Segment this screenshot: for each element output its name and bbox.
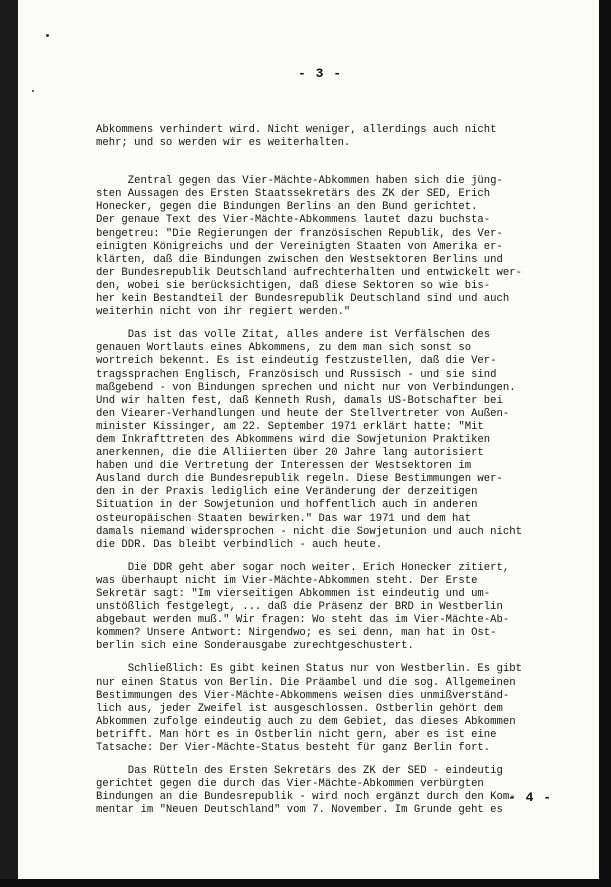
scan-border-right xyxy=(599,0,611,887)
paragraph xyxy=(96,562,586,654)
text-line: nur einen Status von Berlin. Die Präambel und die sog. Allgemeinen xyxy=(96,676,516,689)
text-line: den Viearer-Verhandlungen und heute der Stellvertreter von Außen- xyxy=(96,407,510,420)
text-line: her kein Bestandteil der Bundesrepublik Deutschland sind und auch xyxy=(96,293,510,306)
text-line: Zentral gegen das Vier-Mächte-Abkommen haben sich die jüng- xyxy=(96,175,503,188)
text-line: lich aus, jeder Zweifel ist ausgeschlossen. Ostberlin gehört dem xyxy=(96,702,503,715)
text-line: dem Inkrafttreten des Abkommens wird die Sowjetunion Praktiken xyxy=(96,433,491,446)
text-line: mentar im "Neuen Deutschland" vom 7. November. Im Grunde geht es xyxy=(96,804,503,817)
text-line: Abkommen zufolge eindeutig auch zu dem Gebiet, das dieses Abkommen xyxy=(96,715,516,728)
scan-border-bottom xyxy=(0,879,611,887)
text-line: betrifft. Man hört es in Ostberlin nicht gern, aber es ist eine xyxy=(96,728,497,741)
text-line: Die DDR geht aber sogar noch weiter. Erich Honecker zitiert, xyxy=(96,561,510,574)
text-line: mehr; und so werden wir es weiterhalten. xyxy=(96,137,351,150)
paragraph xyxy=(96,329,586,552)
text-line: osteuropäischen Staaten bewirken." Das war 1971 und dem hat xyxy=(96,512,472,525)
text-line: die DDR. Das bleibt verbindlich - auch heute. xyxy=(96,538,383,551)
text-line: tragssprachen Englisch, Französisch und Russisch - und sie sind xyxy=(96,368,497,381)
text-line: Honecker, gegen die Bindungen Berlins an den Bund gerichtet. xyxy=(96,201,478,214)
text-line: minister Kissinger, am 22. September 1971 erklärt hatte: "Mit xyxy=(96,420,484,433)
text-line: genauen Wortlauts eines Abkommens, zu dem man sich sonst so xyxy=(96,342,472,355)
document-page xyxy=(18,0,599,879)
text-line: wortreich bekennt. Es ist eindeutig festzustellen, daß die Ver- xyxy=(96,355,497,368)
text-line: der Bundesrepublik Deutschland aufrechterhalten und entwickelt wer- xyxy=(96,266,522,279)
next-page-marker: - 4 - xyxy=(508,790,553,805)
text-line: weiterhin nicht von ihr regiert werden." xyxy=(96,306,351,319)
paragraph xyxy=(96,124,586,150)
text-line: Das ist das volle Zitat, alles andere ist Verfälschen des xyxy=(96,329,491,342)
text-line: damals niemand widersprochen - nicht die Sowjetunion und auch nicht xyxy=(96,525,522,538)
text-line: kommen? Unsere Antwort: Nirgendwo; es sei denn, man hat in Ost- xyxy=(96,627,497,640)
text-line: berlin sich eine Sonderausgabe zurechtgeschustert. xyxy=(96,640,414,653)
text-line: was überhaupt nicht im Vier-Mächte-Abkommen steht. Der Erste xyxy=(96,574,478,587)
text-line: klärten, daß die Bindungen zwischen den Westsektoren Berlins und xyxy=(96,253,503,266)
text-line: Ausland durch die Bundesrepublik regeln. Diese Bestimmungen wer- xyxy=(96,473,503,486)
paragraph xyxy=(96,175,586,319)
text-line: Sekretär sagt: "Im vierseitigen Abkommen ist eindeutig und um- xyxy=(96,588,491,600)
text-line: Das Rütteln des Ersten Sekretärs des ZK der SED - eindeutig xyxy=(96,765,503,778)
text-line: Bestimmungen des Vier-Mächte-Abkommens weisen dies unmißverständ- xyxy=(96,689,510,702)
document-body xyxy=(96,124,586,818)
text-line: den in der Praxis lediglich eine Veränderung der derzeitigen xyxy=(96,486,478,499)
scan-speck xyxy=(32,90,34,92)
paragraph xyxy=(96,663,586,755)
text-line: Der genaue Text des Vier-Mächte-Abkommens lautet dazu buchsta- xyxy=(96,214,491,227)
text-line: Und wir halten fest, daß Kenneth Rush, damals US-Botschafter bei xyxy=(96,394,503,407)
text-line: maßgebend - von Bindungen sprechen und nicht nur von Verbindungen. xyxy=(96,381,516,394)
text-line: Bindungen an die Bundesrepublik - wird noch ergänzt durch den Kom- xyxy=(96,791,516,804)
text-line: Abkommens verhindert wird. Nicht weniger, allerdings auch nicht xyxy=(96,124,497,136)
text-line: Schließlich: Es gibt keinen Status nur von Westberlin. Es gibt xyxy=(96,663,522,676)
text-line: den, wobei sie berücksichtigen, daß diese Sektoren so wie bis- xyxy=(96,279,491,292)
text-line: anerkennen, die die Alliierten über 20 Jahre lang autorisiert xyxy=(96,447,484,460)
text-line: einigten Königreichs und der Vereinigten Staaten von Amerika er- xyxy=(96,240,503,253)
text-line: Tatsache: Der Vier-Mächte-Status besteht für ganz Berlin fort. xyxy=(96,742,491,755)
text-line: sten Aussagen des Ersten Staatssekretärs des ZK der SED, Erich xyxy=(96,188,491,201)
text-line: unstößlich festgelegt, ... daß die Präsenz der BRD in Westberlin xyxy=(96,601,503,614)
text-line: haben und die Vertretung der Interessen der Westsektoren im xyxy=(96,460,472,473)
text-line: Situation in der Sowjetunion und hoffentlich auch in anderen xyxy=(96,499,478,512)
text-line: gerichtet gegen die durch das Vier-Mächte-Abkommen verbürgten xyxy=(96,778,484,791)
text-line: abgebaut werden muß." Wir fragen: Wo steht das im Vier-Mächte-Ab- xyxy=(96,614,510,627)
page-number: - 3 - xyxy=(298,66,343,81)
scan-speck xyxy=(46,34,49,37)
text-line: bengetreu: "Die Regierungen der französischen Republik, des Ver- xyxy=(96,227,503,240)
